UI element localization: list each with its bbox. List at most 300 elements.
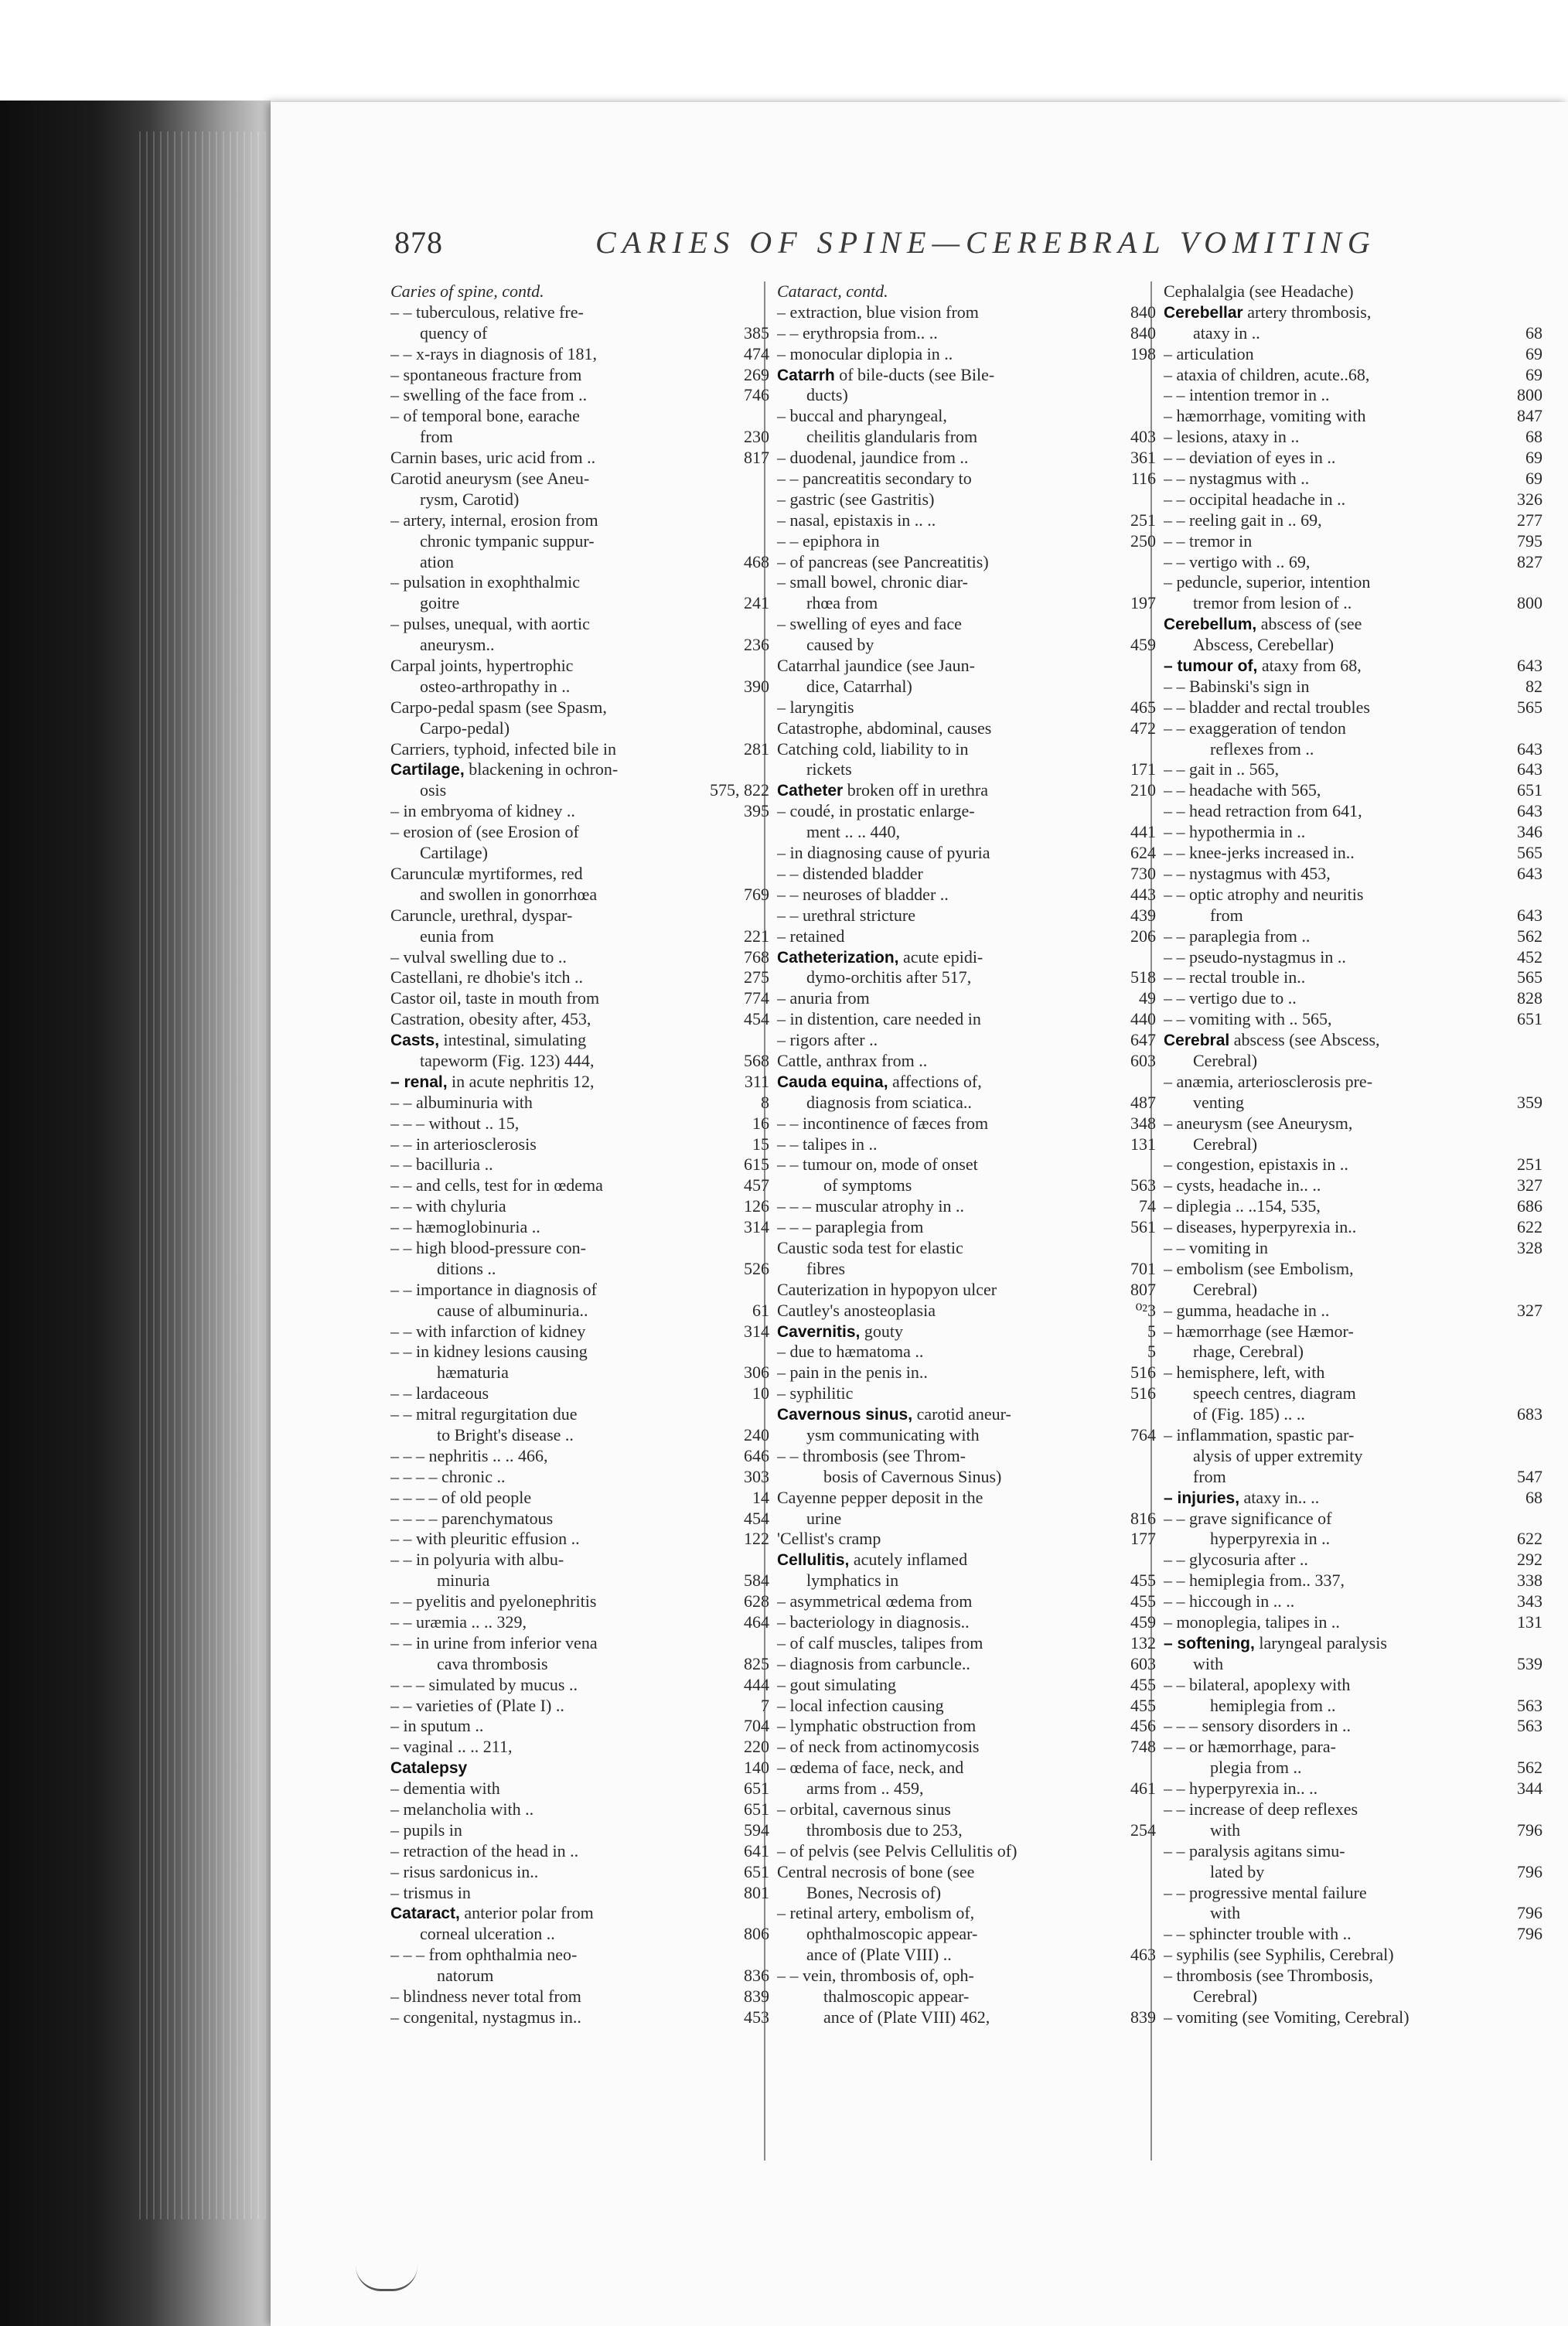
page-ref: [765, 510, 769, 531]
index-entry: [390, 635, 769, 656]
index-entry: [390, 1779, 769, 1799]
page-ref: [765, 572, 769, 593]
page-ref: 440: [1130, 1009, 1156, 1029]
index-entry-rest: intestinal, simulating: [439, 1030, 587, 1050]
index-entry-rest: blackening in ochron-: [464, 759, 619, 779]
page-ref: 825: [744, 1653, 769, 1673]
index-entry: [777, 1571, 1156, 1591]
index-entry: [390, 385, 769, 406]
page-ref: [765, 302, 769, 323]
index-entry-text: Carriers, typhoid, infected bile in: [390, 738, 617, 759]
page-ref: 465: [1130, 697, 1156, 717]
index-entry-text: Carpo-pedal): [420, 718, 510, 738]
index-entry: [390, 593, 769, 614]
page-ref: 643: [1517, 759, 1542, 779]
index-headword: Cartilage,: [390, 761, 465, 779]
page-ref: 459: [1130, 635, 1156, 655]
page-ref: 730: [1130, 863, 1156, 883]
index-entry: [390, 427, 769, 448]
page-ref: 251: [1517, 1154, 1542, 1175]
page-ref: 230: [744, 427, 769, 447]
page-ref: [1151, 1758, 1156, 1779]
page-ref: [765, 843, 769, 864]
page-ref: 795: [1517, 530, 1542, 551]
page-ref: 847: [1517, 406, 1542, 426]
index-headword: Cataract,: [390, 1905, 460, 1923]
page-ref: 69: [1525, 364, 1542, 384]
page-ref: 403: [1130, 427, 1156, 447]
index-entry: [390, 1633, 769, 1654]
page-ref: 643: [1517, 905, 1542, 925]
index-entry: [777, 1820, 1156, 1841]
index-entry-text: – – – from ophthalmia neo-: [390, 1945, 578, 1965]
page-ref: [765, 1404, 769, 1425]
page-ref: [765, 531, 769, 552]
index-entry-text: – – erythropsia from.. ..: [777, 322, 938, 343]
page-ref: [1151, 1404, 1156, 1425]
index-entry-text: – blindness never total from: [390, 1987, 581, 2007]
index-entry-text: [777, 365, 1151, 386]
index-entry-text: Cayenne pepper deposit in the: [777, 1487, 983, 1507]
page-ref: 817: [744, 448, 769, 468]
index-entry-text: – artery, internal, erosion from: [390, 510, 598, 530]
index-entry-text: – – vomiting in: [1164, 1237, 1269, 1257]
index-entry-text: – – reeling gait in .. 69,: [1164, 510, 1322, 530]
index-entry-text: – lesions, ataxy in ..: [1164, 427, 1300, 447]
index-entry: [777, 1196, 1156, 1217]
page-ref: [1538, 281, 1542, 302]
page-ref: 651: [744, 1861, 769, 1881]
page-ref: 840: [1130, 302, 1156, 322]
index-entry-text: – pain in the penis in..: [777, 1363, 928, 1383]
page-ref: [1538, 302, 1542, 323]
index-entry-text: ophthalmoscopic appear-: [806, 1924, 978, 1944]
index-entry: [777, 1737, 1156, 1758]
index-entry-text: [1164, 1488, 1521, 1509]
index-entry-text: [390, 1072, 740, 1093]
index-entry: [777, 1633, 1156, 1654]
index-entry-text: – – distended bladder: [777, 863, 923, 883]
page-ref: 807: [1130, 1279, 1156, 1299]
index-entry-text: ment .. .. 440,: [806, 822, 900, 842]
index-entry: [777, 614, 1156, 635]
index-entry-text: goitre: [420, 593, 460, 613]
page-ref: [1538, 1883, 1542, 1904]
page-ref: [1151, 489, 1156, 510]
page-ref: 836: [744, 1966, 769, 1986]
page-ref: [765, 469, 769, 489]
page-ref: 452: [1517, 946, 1542, 967]
index-entry-text: – aneurysm (see Aneurysm,: [1164, 1113, 1353, 1133]
page-ref: 643: [1517, 656, 1542, 676]
page-ref: 439: [1130, 905, 1156, 925]
index-entry: [777, 1301, 1156, 1322]
page-ref: 338: [1517, 1571, 1542, 1591]
index-entry: [777, 1217, 1156, 1238]
page-ref: [1538, 1134, 1542, 1155]
index-entry-text: [390, 1758, 739, 1779]
page-ref: [1151, 1883, 1156, 1904]
index-entry: [777, 697, 1156, 718]
index-entry-text: [1164, 1633, 1538, 1654]
index-entry: [390, 1259, 769, 1280]
index-entry: [1164, 1093, 1542, 1114]
index-entry-text: minuria: [437, 1571, 490, 1591]
page-ref: 444: [744, 1674, 769, 1694]
index-entry: [390, 926, 769, 947]
index-entry: [390, 780, 769, 801]
index-entry: [390, 344, 769, 365]
index-entry-text: – swelling of the face from ..: [390, 385, 588, 405]
index-entry: [1164, 1154, 1542, 1175]
page-ref: [1538, 1509, 1542, 1530]
index-entry: [777, 677, 1156, 697]
page-ref: 177: [1130, 1529, 1156, 1549]
index-entry-text: speech centres, diagram: [1193, 1383, 1356, 1403]
index-entry: [777, 1051, 1156, 1072]
page-ref: 641: [744, 1840, 769, 1860]
index-entry: [390, 531, 769, 552]
index-entry-text: – – paraplegia from ..: [1164, 926, 1311, 946]
index-entry: [1164, 365, 1542, 386]
index-entry: [777, 1550, 1156, 1571]
index-entry-text: – lymphatic obstruction from: [777, 1716, 977, 1736]
index-entry: [390, 552, 769, 573]
page-ref: 547: [1517, 1466, 1542, 1486]
index-entry-rest: acute epidi-: [898, 946, 983, 967]
index-entry: [777, 801, 1156, 822]
book-edge: [0, 101, 271, 2326]
page-ref: 594: [744, 1820, 769, 1840]
index-entry-text: – small bowel, chronic diar-: [777, 572, 968, 592]
index-entry-text: [1164, 614, 1538, 635]
index-entry-text: [777, 947, 1151, 968]
index-entry-text: [1164, 1030, 1538, 1051]
index-entry: [777, 1342, 1156, 1363]
index-entry: [1164, 1799, 1542, 1820]
page-ref: [1538, 1114, 1542, 1134]
index-entry: [390, 739, 769, 760]
index-entry: [390, 1987, 769, 2007]
page-ref: 565: [1517, 843, 1542, 863]
index-entry: [1164, 1280, 1542, 1301]
index-entry: [1164, 385, 1542, 406]
index-entry: [390, 759, 769, 780]
index-entry-text: – – hæmoglobinuria ..: [390, 1217, 540, 1237]
page-ref: 327: [1517, 1300, 1542, 1320]
index-entry-text: of symptoms: [823, 1175, 912, 1195]
index-entry: [777, 365, 1156, 386]
page-ref: 455: [1130, 1695, 1156, 1715]
page-ref: 565: [1517, 697, 1542, 717]
index-entry-text: Abscess, Cerebellar): [1193, 635, 1335, 655]
page-ref: [1538, 1987, 1542, 2007]
index-headword: Cerebral: [1164, 1032, 1230, 1050]
index-entry: [390, 323, 769, 344]
index-entry-text: – trismus in: [390, 1882, 471, 1902]
index-entry-text: – – – – parenchymatous: [390, 1508, 554, 1528]
index-entry-text: ation: [420, 551, 454, 571]
index-entry: [777, 572, 1156, 593]
index-entry: [390, 406, 769, 427]
index-entry-rest: broken off in urethra: [843, 780, 988, 800]
page-ref: [1151, 1841, 1156, 1862]
index-entry: [1164, 947, 1542, 968]
page-ref: [1538, 1966, 1542, 1987]
index-entry: [1164, 1363, 1542, 1383]
index-entry-text: – – occipital headache in ..: [1164, 489, 1346, 509]
page-ref: 800: [1517, 385, 1542, 405]
page-ref: [765, 822, 769, 843]
page-ref: [1538, 1051, 1542, 1072]
index-headword: Catheterization,: [777, 948, 899, 967]
page-ref: 628: [744, 1591, 769, 1611]
index-entry: [1164, 822, 1542, 843]
index-entry-text: Carpo-pedal spasm (see Spasm,: [390, 697, 607, 717]
index-entry-text: – syphilis (see Syphilis, Cerebral): [1164, 1945, 1394, 1965]
index-entry-text: alysis of upper extremity: [1193, 1445, 1363, 1465]
page-ref: [1151, 1238, 1156, 1259]
page-ref: 116: [1130, 469, 1156, 489]
index-entry: [1164, 1924, 1542, 1945]
index-entry: [1164, 885, 1542, 906]
index-entry-text: – – tuberculous, relative fre-: [390, 302, 584, 322]
index-entry-text: Caruncle, urethral, dyspar-: [390, 905, 573, 925]
index-entry: [777, 1404, 1156, 1425]
index-entry: [777, 344, 1156, 365]
index-entry: [1164, 1051, 1542, 1072]
index-entry-rest: acutely inflamed: [849, 1550, 968, 1570]
index-entry-rest: laryngeal paralysis: [1254, 1632, 1387, 1652]
index-entry-text: – – – without .. 15,: [390, 1113, 520, 1133]
index-entry: [390, 677, 769, 697]
index-headword: Catarrh: [777, 366, 835, 384]
page-ref: 441: [1130, 822, 1156, 842]
index-entry-text: Cerebral): [1193, 1134, 1258, 1154]
index-entry-text: – – tumour on, mode of onset: [777, 1154, 978, 1175]
page-ref: 14: [752, 1487, 769, 1507]
page-ref: [1151, 552, 1156, 573]
index-entry: [390, 1404, 769, 1425]
index-entry-text: urine: [806, 1508, 842, 1528]
page-ref: [1151, 614, 1156, 635]
index-entry-rest: ataxy in.. ..: [1239, 1487, 1320, 1507]
index-entry-text: – – vertigo with .. 69,: [1164, 551, 1311, 571]
index-entry: [1164, 1301, 1542, 1322]
page-ref: 250: [1130, 530, 1156, 551]
page-ref: 643: [1517, 863, 1542, 883]
page-ref: [765, 1342, 769, 1363]
index-entry: [1164, 988, 1542, 1009]
page-ref: [765, 1030, 769, 1051]
index-entry-text: – – glycosuria after ..: [1164, 1550, 1308, 1570]
page-ref: 686: [1517, 1196, 1542, 1216]
index-entry: [777, 885, 1156, 906]
index-entry: [1164, 1217, 1542, 1238]
page-ref: 220: [744, 1737, 769, 1757]
index-entry: [390, 1446, 769, 1467]
index-entry: [390, 1966, 769, 1987]
index-entry: [1164, 1696, 1542, 1717]
index-entry: [1164, 635, 1542, 656]
index-entry-text: – of temporal bone, earache: [390, 406, 580, 426]
index-entry-text: Carotid aneurysm (see Aneu-: [390, 469, 590, 489]
index-entry-text: chronic tympanic suppur-: [420, 530, 595, 551]
index-entry-text: – – pyelitis and pyelonephritis: [390, 1591, 597, 1611]
page-ref: [765, 406, 769, 427]
index-entry-text: – – mitral regurgitation due: [390, 1404, 578, 1424]
index-entry: [1164, 1134, 1542, 1155]
index-entry-text: – in embryoma of kidney ..: [390, 801, 575, 821]
page-ref: 796: [1517, 1820, 1542, 1840]
index-entry: [777, 1883, 1156, 1904]
index-entry: [1164, 323, 1542, 344]
index-entry-text: – in sputum ..: [390, 1716, 484, 1736]
index-entry-text: – thrombosis (see Thrombosis,: [1164, 1966, 1373, 1986]
index-entry: [777, 302, 1156, 323]
index-entry: [777, 1966, 1156, 1987]
index-entry-text: [777, 1404, 1151, 1425]
index-entry: [390, 1529, 769, 1550]
index-entry-text: – – vertigo due to ..: [1164, 988, 1297, 1008]
index-entry: [390, 572, 769, 593]
page-ref: [1151, 572, 1156, 593]
index-entry-text: and swollen in gonorrhœa: [420, 884, 598, 904]
page-ref: [765, 759, 769, 780]
page-ref: [1538, 1799, 1542, 1820]
index-entry: [390, 448, 769, 469]
page-ref: 15: [752, 1134, 769, 1154]
index-entry-text: – – with infarction of kidney: [390, 1321, 586, 1341]
page-ref: 839: [744, 1987, 769, 2007]
index-entry-text: – in distention, care needed in: [777, 1009, 981, 1029]
page-ref: 82: [1525, 676, 1542, 696]
index-entry-text: [777, 780, 1126, 801]
index-entry: [390, 1467, 769, 1488]
index-entry: [1164, 677, 1542, 697]
index-entry-text: – articulation: [1164, 343, 1254, 363]
index-entry: [1164, 1758, 1542, 1779]
index-headword: – tumour of,: [1164, 657, 1258, 676]
page-ref: 563: [1517, 1716, 1542, 1736]
index-entry-text: Castor oil, taste in mouth from: [390, 988, 600, 1008]
index-entry-text: – pupils in: [390, 1820, 462, 1840]
index-entry-rest: abscess of (see: [1256, 614, 1362, 634]
index-entry-text: Caustic soda test for elastic: [777, 1237, 963, 1257]
index-entry-text: with: [1210, 1820, 1241, 1840]
page-ref: [765, 656, 769, 677]
index-entry-text: – retained: [777, 926, 845, 946]
index-entry: [390, 302, 769, 323]
page-ref: 643: [1517, 738, 1542, 759]
page-ref: 704: [744, 1716, 769, 1736]
index-entry-text: – laryngitis: [777, 697, 854, 717]
index-entry-text: – – headache with 565,: [1164, 780, 1321, 800]
index-entry-text: – gumma, headache in ..: [1164, 1300, 1330, 1320]
index-entry-text: bosis of Cavernous Sinus): [823, 1466, 1002, 1486]
index-entry-text: [1164, 302, 1538, 323]
index-entry: [1164, 843, 1542, 864]
index-entry-text: Cattle, anthrax from ..: [777, 1050, 928, 1070]
index-entry: [1164, 302, 1542, 323]
index-entry: [1164, 1114, 1542, 1134]
index-entry-text: – – in arteriosclerosis: [390, 1134, 537, 1154]
index-entry-text: ance of (Plate VIII) ..: [806, 1945, 952, 1965]
page-ref: 74: [1139, 1196, 1156, 1216]
index-entry: [390, 843, 769, 864]
page-ref: [1538, 1030, 1542, 1051]
index-entry: [390, 1862, 769, 1883]
page-ref: 210: [1130, 780, 1156, 800]
page-ref: [765, 281, 769, 302]
index-entry: [1164, 406, 1542, 427]
index-entry-text: fibres: [806, 1258, 846, 1278]
index-entry: [390, 281, 769, 302]
index-entry: [1164, 656, 1542, 677]
index-entry: [777, 469, 1156, 489]
index-entry-text: arms from .. 459,: [806, 1779, 924, 1799]
index-headword: – injuries,: [1164, 1489, 1240, 1507]
page-ref: [1151, 677, 1156, 697]
page-ref: 461: [1130, 1779, 1156, 1799]
index-entry: [390, 1675, 769, 1696]
page-ref: [765, 1238, 769, 1259]
index-entry-text: to Bright's disease ..: [437, 1424, 574, 1444]
index-entry-text: corneal ulceration ..: [420, 1924, 555, 1944]
index-entry-text: – of pelvis (see Pelvis Cellulitis of): [777, 1840, 1017, 1860]
index-entry: [1164, 489, 1542, 510]
page-ref: 701: [1130, 1258, 1156, 1278]
index-entry-text: Bones, Necrosis of): [806, 1882, 942, 1902]
index-entry: [777, 1134, 1156, 1155]
page-ref: [1538, 1945, 1542, 1966]
page-ref: [1538, 572, 1542, 593]
index-entry-text: rickets: [806, 759, 852, 779]
index-entry: [777, 1509, 1156, 1530]
index-entry-text: – – thrombosis (see Throm-: [777, 1445, 966, 1465]
index-entry: [777, 988, 1156, 1009]
index-entry: [1164, 1675, 1542, 1696]
index-entry: [390, 1238, 769, 1259]
page-ref: 122: [744, 1529, 769, 1549]
index-entry-text: – orbital, cavernous sinus: [777, 1799, 951, 1820]
page-ref: [765, 614, 769, 635]
page-ref: 603: [1130, 1050, 1156, 1070]
index-entry: [777, 967, 1156, 988]
index-entry-text: hyperpyrexia in ..: [1210, 1529, 1331, 1549]
index-entry-text: – – increase of deep reflexes: [1164, 1799, 1358, 1820]
page-ref: 516: [1130, 1363, 1156, 1383]
page-ref: 346: [1517, 822, 1542, 842]
index-entry-text: hæmaturia: [437, 1363, 509, 1383]
index-entry: [1164, 1716, 1542, 1737]
index-entry: [390, 1758, 769, 1779]
index-entry-text: – of pancreas (see Pancreatitis): [777, 551, 989, 571]
index-entry: [390, 1571, 769, 1591]
index-entry: [777, 1259, 1156, 1280]
page-ref: 828: [1517, 988, 1542, 1008]
index-entry: [777, 1322, 1156, 1342]
index-entry-text: – – in kidney lesions causing: [390, 1342, 588, 1362]
index-entry-text: cava thrombosis: [437, 1653, 548, 1673]
index-entry-text: Cephalalgia (see Headache): [1164, 281, 1354, 301]
index-entry-text: – – optic atrophy and neuritis: [1164, 884, 1364, 904]
index-entry-text: – diagnosis from carbuncle..: [777, 1653, 970, 1673]
index-entry-text: with: [1193, 1653, 1224, 1673]
index-entry-text: with: [1210, 1903, 1241, 1923]
page-ref: [1151, 656, 1156, 677]
page-ref: [1538, 1446, 1542, 1467]
